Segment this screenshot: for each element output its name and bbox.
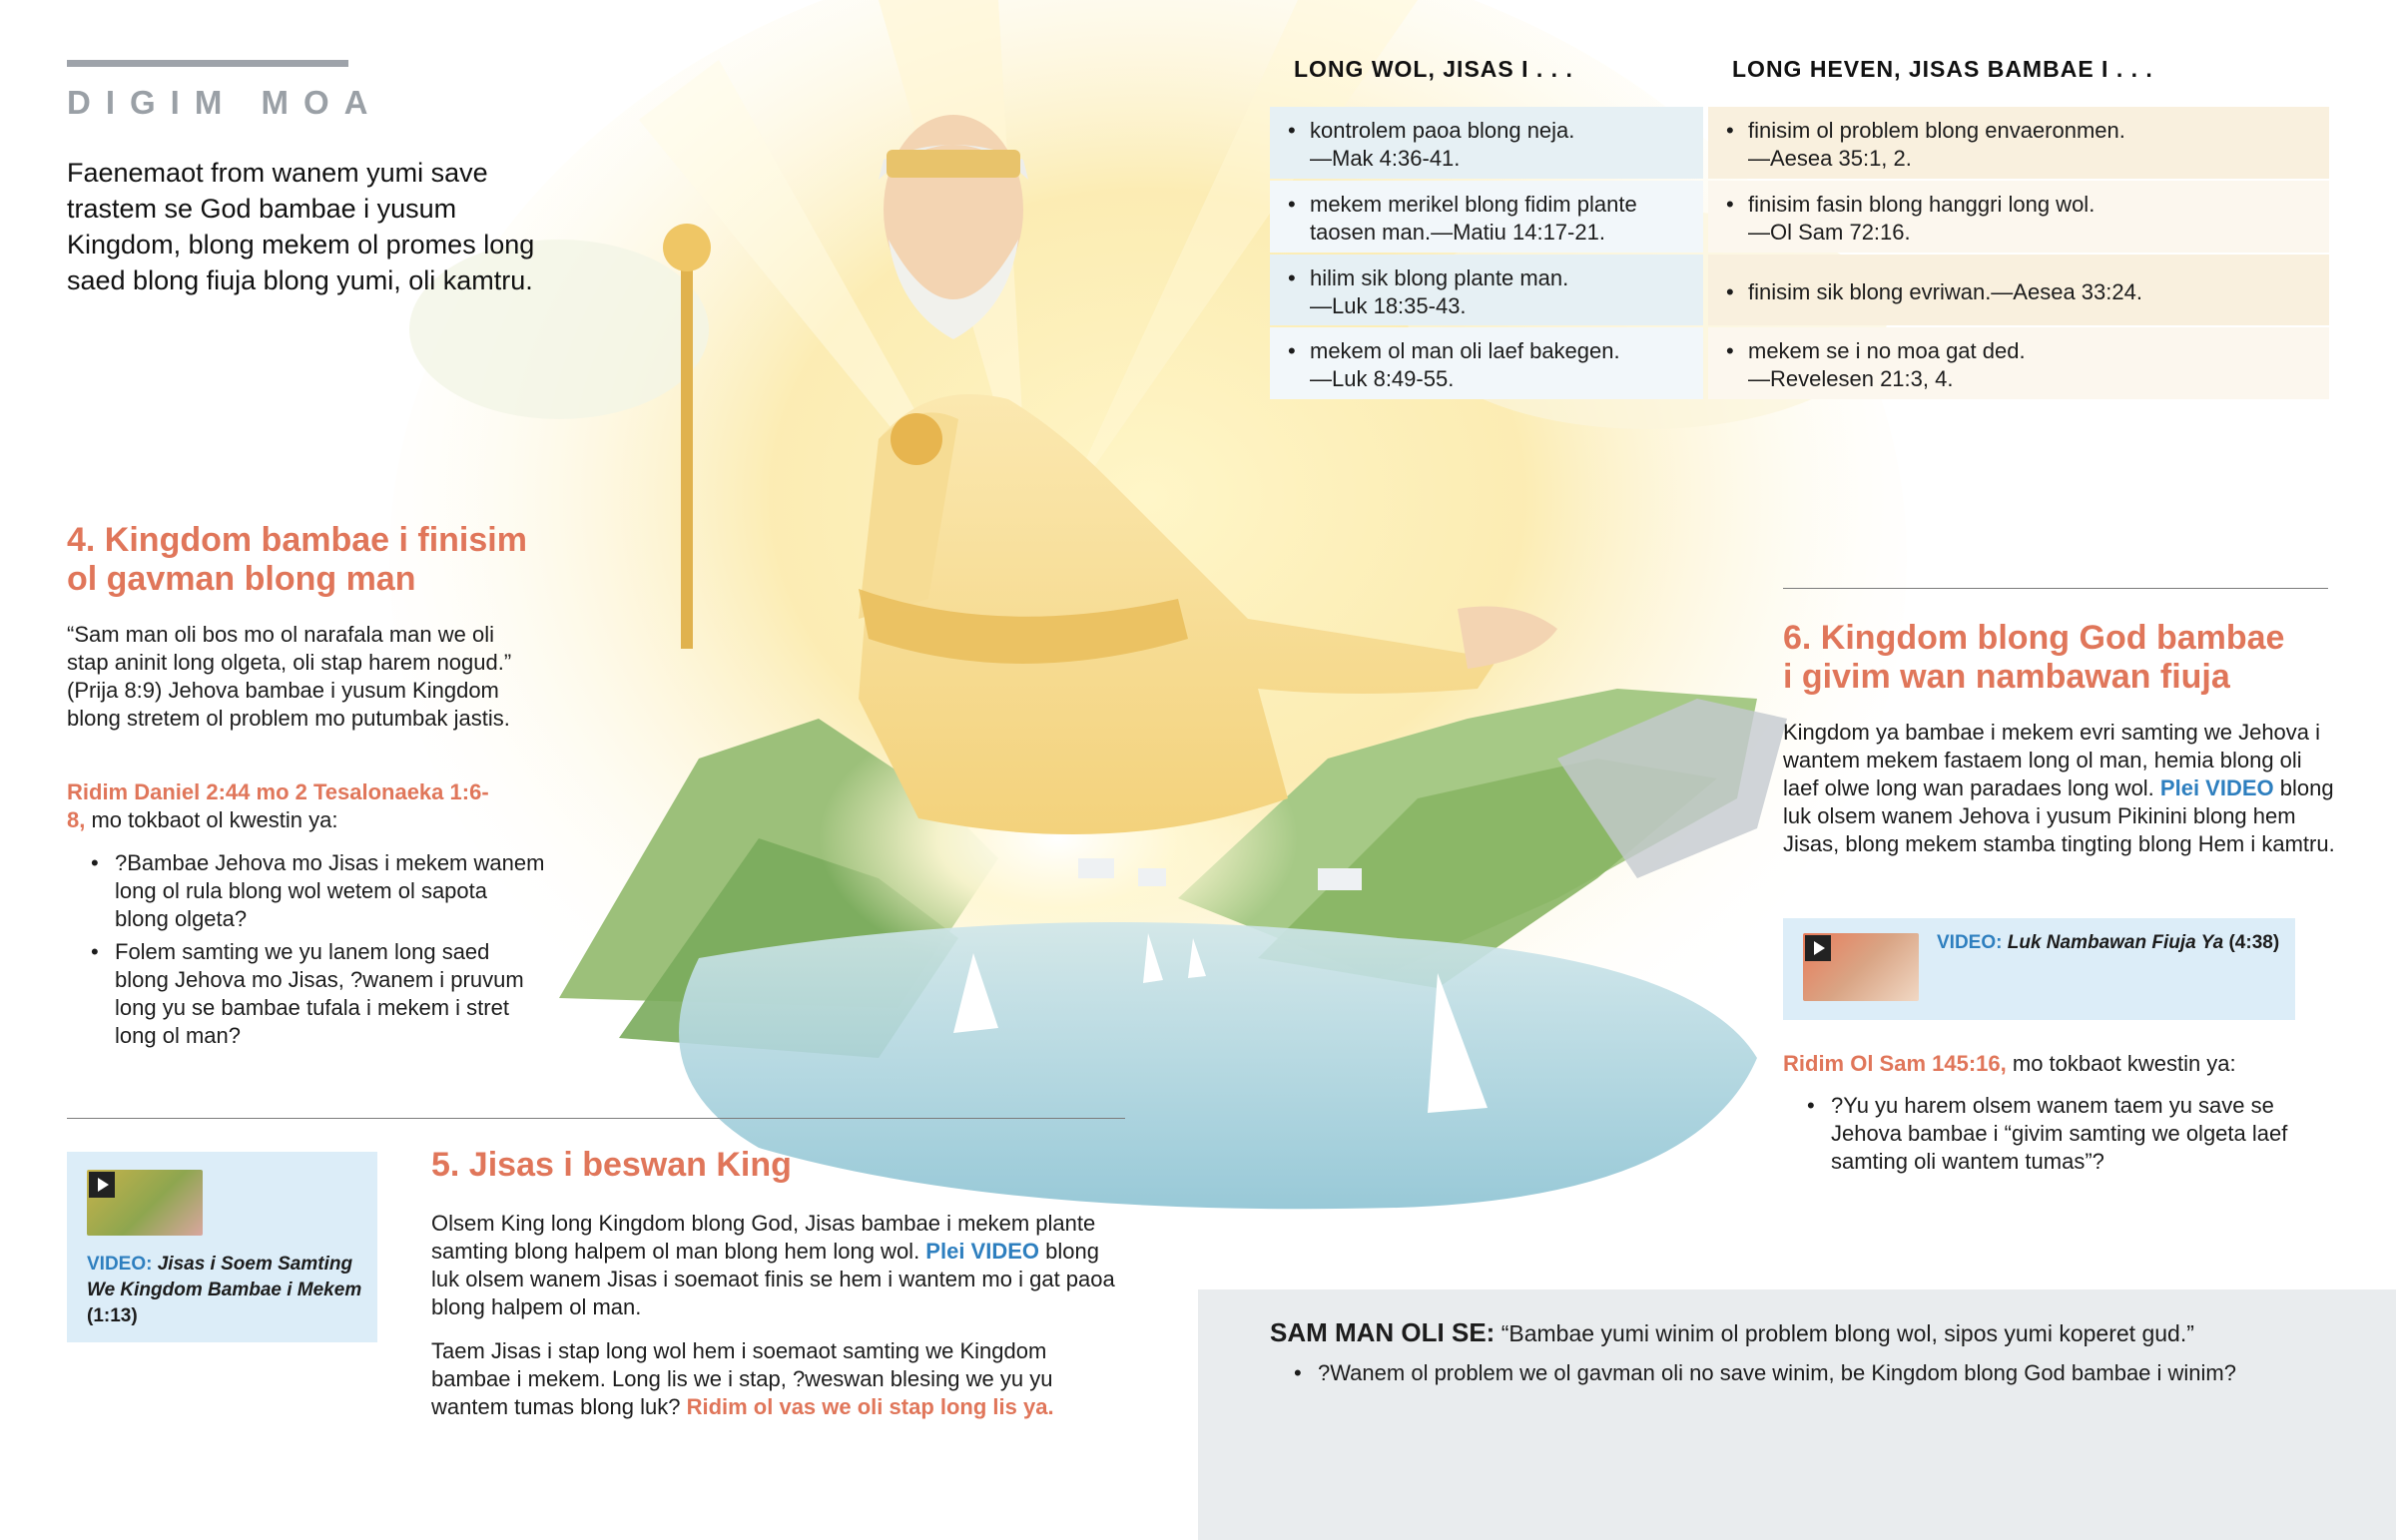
intro-text: Faenemaot from wanem yumi save trastem se God bambae i yusum Kingdom, blong mekem ol promes long saed blong fiuja blong yumi, oli kamtru. bbox=[67, 158, 535, 295]
table-cell-text: —Revelesen 21:3, 4. bbox=[1748, 366, 1954, 391]
section4-read-rest: mo tokbaot ol kwestin ya: bbox=[85, 807, 338, 832]
list-item: • Folem samting we yu lanem long saed blong Jehova mo Jisas, ?wanem i pruvum long yu se bambae tufala i mekem i stret long ol man? bbox=[91, 938, 545, 1050]
table-cell-text: taosen man.—Matiu 14:17-21. bbox=[1310, 220, 1605, 245]
section-label: DIGIM MOA bbox=[67, 84, 383, 121]
section6-questions bbox=[1807, 1092, 2326, 1181]
table-cell-text: finisim sik blong evriwan.—Aesea 33:24. bbox=[1748, 279, 2142, 304]
section4-title-line1: 4. Kingdom bambae i finisim bbox=[67, 521, 527, 559]
read-verses-link[interactable]: Ridim ol vas we oli stap long lis ya. bbox=[686, 1394, 1054, 1419]
section4-body: “Sam man oli bos mo ol narafala man we oli stap aninit long olgeta, oli stap harem nogud.” (Prija 8:9) Jehova bambae i yusum Kingdom blong stretem ol problem mo putumbak jastis. bbox=[67, 622, 512, 731]
section5-p1: Olsem King long Kingdom blong God, Jisas bambae i mekem plante samting blong halpem ol man blong hem long wol. Plei VIDEO blong luk olsem wanem Jisas i soemaot finis se hem i wantem mo i gat paoa blong halpem ol man. bbox=[431, 1211, 1115, 1319]
table-cell-left: • mekem merikel blong fidim plante taosen man.—Matiu 14:17-21. bbox=[1270, 181, 1703, 253]
table-cell-text: mekem se i no moa gat ded. bbox=[1748, 338, 2026, 363]
table-cell-text: mekem ol man oli laef bakegen. bbox=[1310, 338, 1620, 363]
table-cell-text: kontrolem paoa blong neja. bbox=[1310, 118, 1575, 143]
section6-read-rest: mo tokbaot kwestin ya: bbox=[2006, 1051, 2236, 1076]
video-title: Jisas i Soem Samting We Kingdom Bambae i Mekem bbox=[87, 1254, 362, 1300]
play-video-link[interactable]: Plei VIDEO bbox=[925, 1239, 1040, 1264]
section6-title-line2: i givim wan nambawan fiuja bbox=[1783, 658, 2230, 696]
sam-man-panel bbox=[1198, 1289, 2396, 1540]
table-cell-text: finisim fasin blong hanggri long wol. bbox=[1748, 192, 2096, 217]
table-cell-right: • finisim fasin blong hanggri long wol. —Ol Sam 72:16. bbox=[1708, 181, 2329, 253]
play-icon[interactable] bbox=[89, 1172, 115, 1198]
table-cell-left: • hilim sik blong plante man. —Luk 18:35-43. bbox=[1270, 255, 1703, 325]
list-item: • ?Bambae Jehova mo Jisas i mekem wanem long ol rula blong wol wetem ol sapota blong olgeta? bbox=[91, 849, 545, 933]
table-header-earth: LONG WOL, JISAS I . . . bbox=[1294, 56, 1573, 82]
section6-read-ref[interactable]: Ridim Ol Sam 145:16, bbox=[1783, 1051, 2007, 1076]
section4-title-line2: ol gavman blong man bbox=[67, 560, 416, 598]
section4-questions bbox=[91, 849, 545, 1055]
divider bbox=[1783, 588, 2328, 589]
table-cell-text: mekem merikel blong fidim plante bbox=[1310, 192, 1637, 217]
section4-read bbox=[67, 778, 506, 834]
sam-man-questions bbox=[1294, 1359, 2372, 1392]
list-item: • ?Wanem ol problem we ol gavman oli no save winim, be Kingdom blong God bambae i winim? bbox=[1294, 1359, 2372, 1387]
table-header-heaven: LONG HEVEN, JISAS BAMBAE I . . . bbox=[1732, 56, 2153, 82]
table-cell-right: • mekem se i no moa gat ded. —Revelesen 21:3, 4. bbox=[1708, 327, 2329, 399]
table-cell-left: • mekem ol man oli laef bakegen. —Luk 8:49-55. bbox=[1270, 327, 1703, 399]
table-cell-text: —Mak 4:36-41. bbox=[1310, 146, 1461, 171]
video-label: VIDEO: bbox=[1937, 932, 2003, 953]
table-cell-text: —Luk 18:35-43. bbox=[1310, 293, 1467, 318]
sam-man-quote: “Bambae yumi winim ol problem blong wol, sipos yumi koperet gud.” bbox=[1495, 1320, 2194, 1346]
table-cell-text: —Ol Sam 72:16. bbox=[1748, 220, 1911, 245]
table-cell-text: —Luk 8:49-55. bbox=[1310, 366, 1455, 391]
table-cell-text: hilim sik blong plante man. bbox=[1310, 265, 1569, 290]
section4-read-ref[interactable]: Ridim Daniel 2:44 mo 2 Tesalonaeka 1:6-8, bbox=[67, 779, 489, 832]
section6-body: Kingdom ya bambae i mekem evri samting we Jehova i wantem mekem fastaem long ol man, hemia blong oli laef olwe long wan paradaes long wol. Plei VIDEO blong luk olsem wanem Jehova i yusum Pikinini blong hem Jisas, blong mekem stamba tingting blong Hem i kamtru. bbox=[1783, 720, 2335, 856]
video-label: VIDEO: bbox=[87, 1254, 153, 1275]
section6-title-line1: 6. Kingdom blong God bambae bbox=[1783, 619, 2285, 657]
sam-man-label: SAM MAN OLI SE: bbox=[1270, 1317, 1496, 1347]
video-duration: (1:13) bbox=[87, 1305, 138, 1326]
play-video-link[interactable]: Plei VIDEO bbox=[2159, 775, 2274, 800]
table-cell-left: • kontrolem paoa blong neja. —Mak 4:36-41. bbox=[1270, 107, 1703, 179]
section5-p2: Taem Jisas i stap long wol hem i soemaot samting we Kingdom bambae i mekem. Long lis we i stap, ?weswan blesing we yu yu wantem tumas blong luk? Ridim ol vas we oli stap long lis ya. bbox=[431, 1338, 1054, 1419]
divider bbox=[67, 1118, 1125, 1119]
video-box-jesus-kingdom[interactable] bbox=[67, 1152, 377, 1342]
video-title: Luk Nambawan Fiuja Ya bbox=[2007, 932, 2224, 953]
list-item: • ?Yu yu harem olsem wanem taem yu save se Jehova bambae i “givim samting we olgeta laef samting oli wantem tumas”? bbox=[1807, 1092, 2326, 1176]
video-duration: (4:38) bbox=[2228, 932, 2280, 953]
table-cell-right: • finisim sik blong evriwan.—Aesea 33:24. bbox=[1708, 255, 2329, 325]
table-cell-right: • finisim ol problem blong envaeronmen. —Aesea 35:1, 2. bbox=[1708, 107, 2329, 179]
section5-title: 5. Jisas i beswan King bbox=[431, 1146, 792, 1184]
section6-read bbox=[1783, 1050, 2342, 1078]
table-cell-text: —Aesea 35:1, 2. bbox=[1748, 146, 1912, 171]
header-rule bbox=[67, 60, 348, 67]
video-box-future[interactable] bbox=[1783, 918, 2295, 1020]
table-cell-text: finisim ol problem blong envaeronmen. bbox=[1748, 118, 2125, 143]
play-icon[interactable] bbox=[1805, 935, 1831, 961]
